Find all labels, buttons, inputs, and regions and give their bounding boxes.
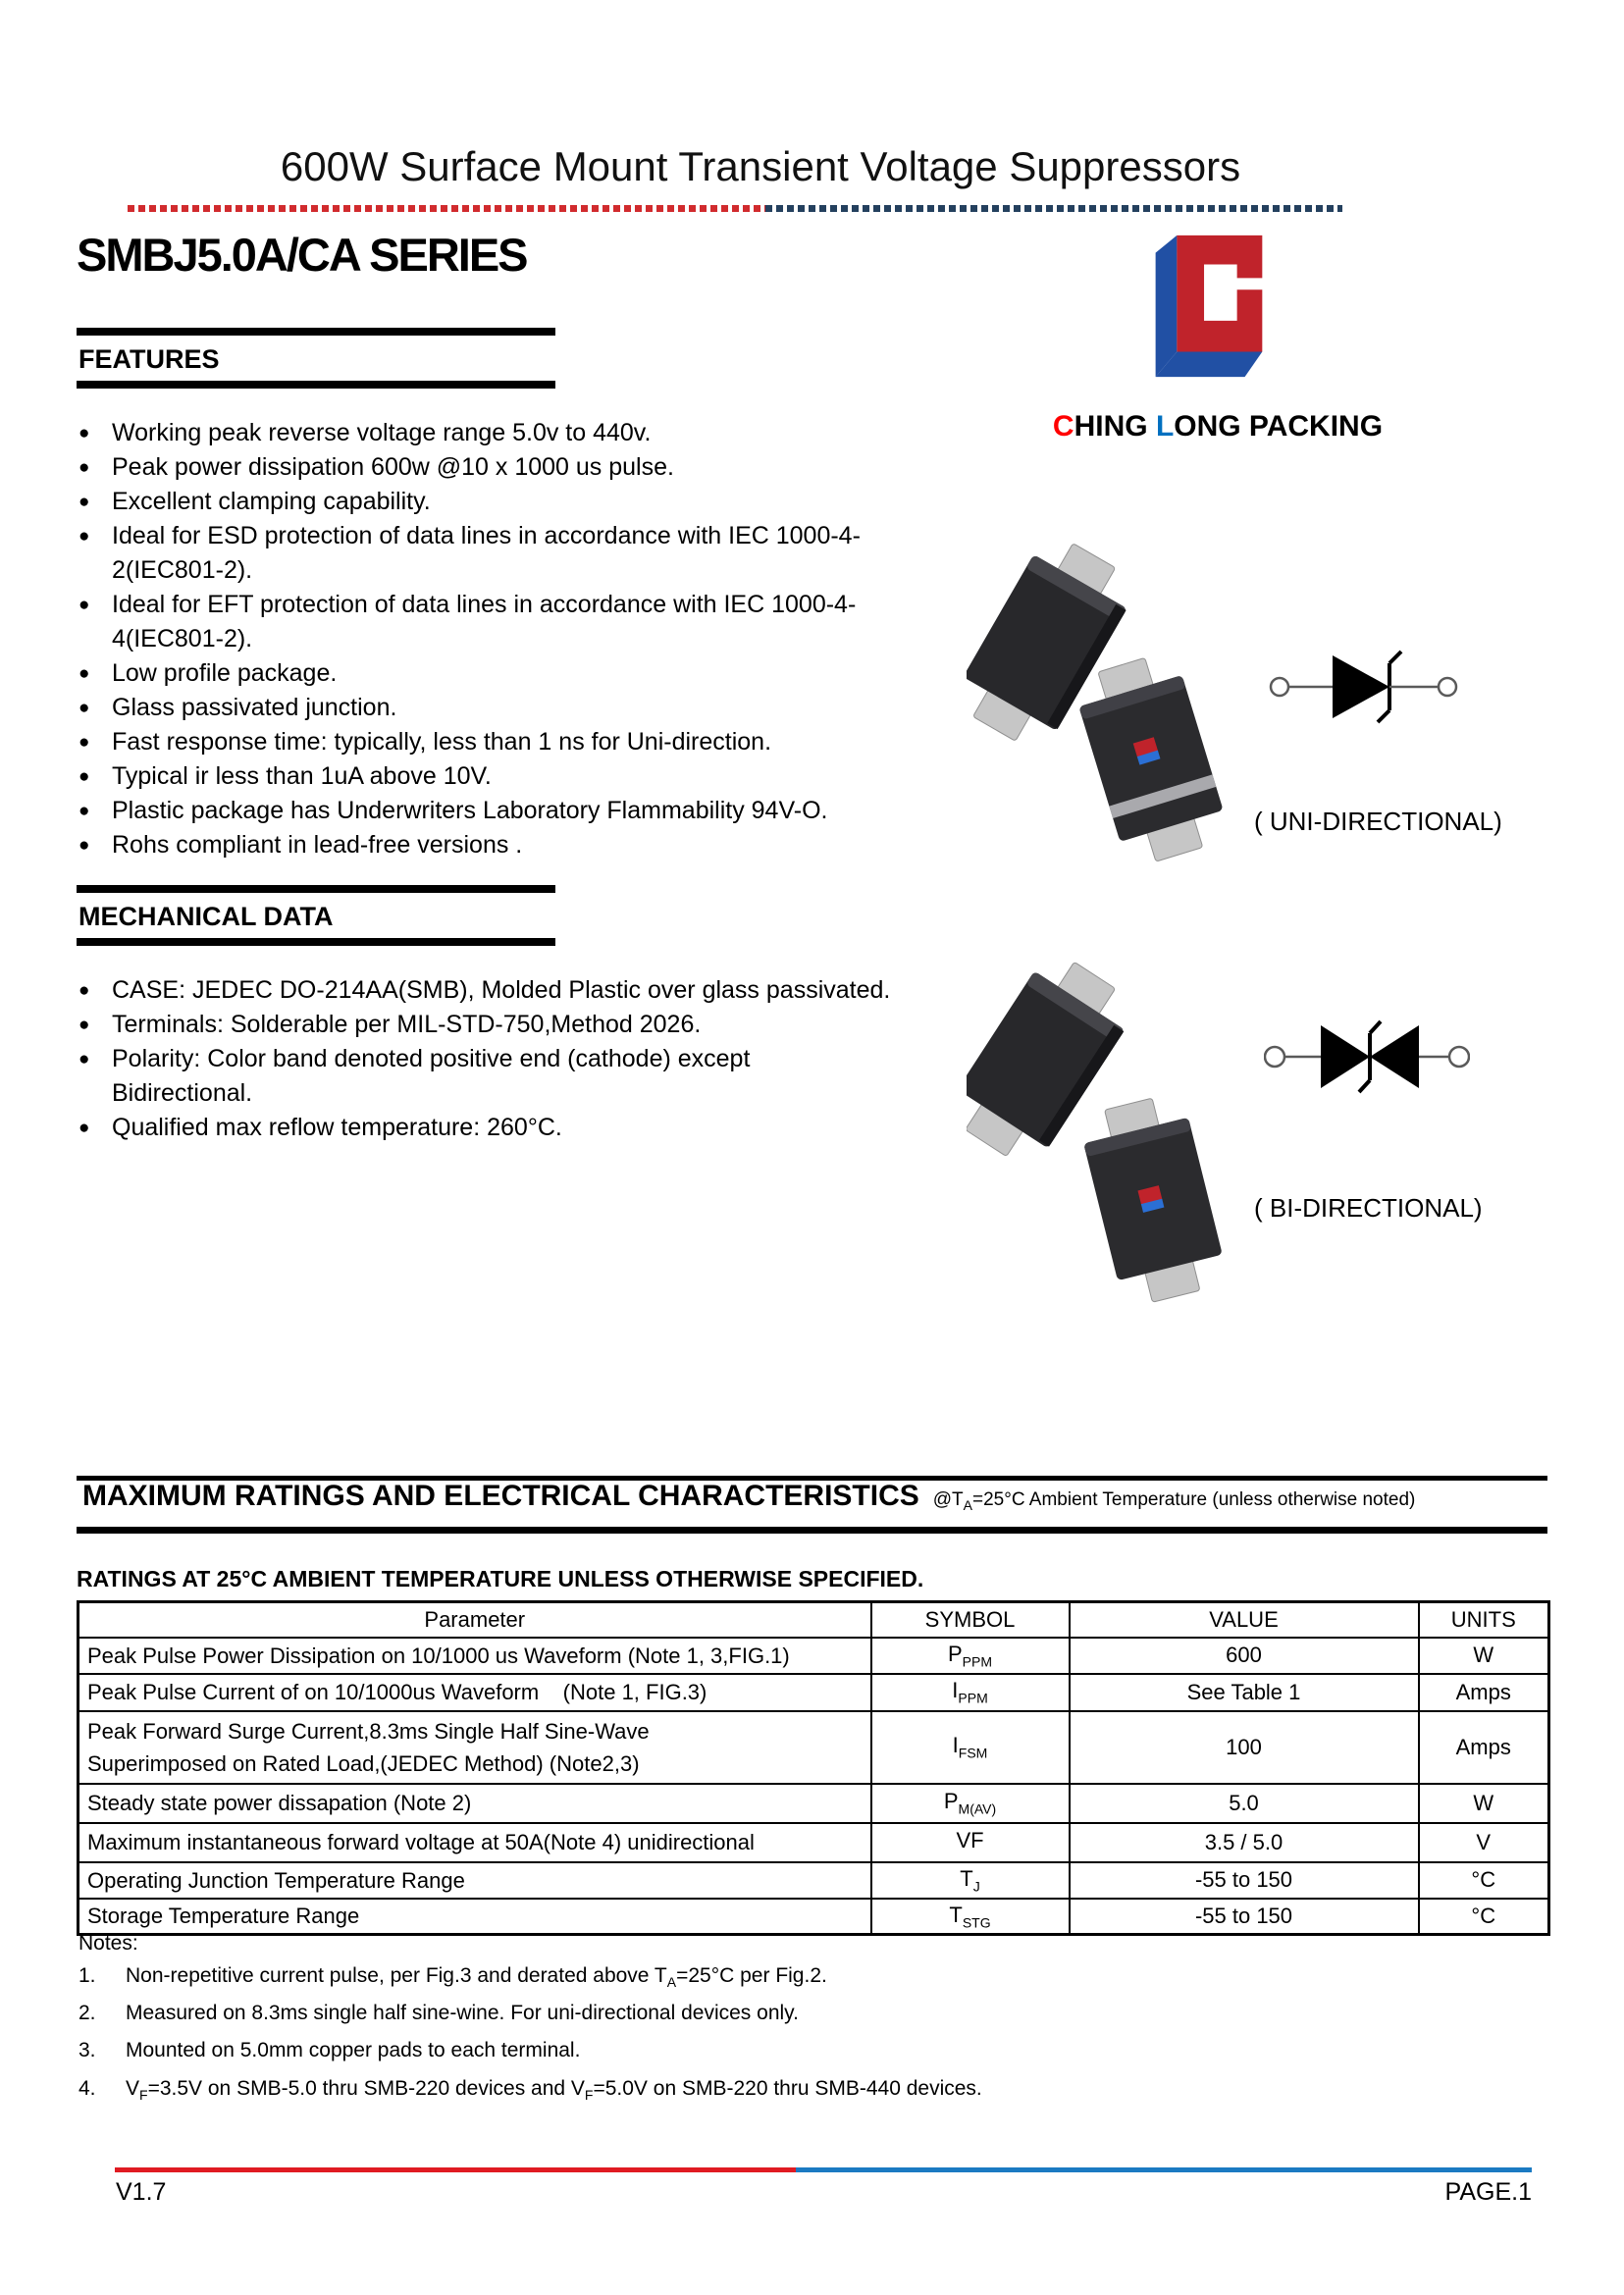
note-text: Measured on 8.3ms single half sine-wine. For uni-directional devices only. [126,2002,799,2025]
list-item [79,828,962,862]
parameter-cell: Operating Junction Temperature Range [87,1867,465,1893]
table-header-row [79,1602,1549,1638]
uni-directional-label: ( UNI-DIRECTIONAL) [1254,807,1502,836]
list-item [79,588,962,656]
mechanical-heading: MECHANICAL DATA [79,902,334,931]
list-item [79,1111,962,1145]
section-rule [77,381,555,389]
bullet-icon: ● [79,457,90,478]
note-text: =25°C per Fig.2. [676,1964,827,1987]
bullet-icon: ● [79,1118,90,1138]
list-item [79,1008,962,1042]
footer-page-number: PAGE.1 [1444,2178,1532,2206]
ratings-table [77,1600,1550,1936]
symbol-sub: FSM [958,1745,988,1761]
parameter-cell: Peak Forward Surge Current,8.3ms Single Half Sine-Wave [87,1718,650,1744]
units-cell: °C [1419,1899,1549,1935]
parameter-cell: Storage Temperature Range [87,1904,360,1929]
symbol-sub: PPM [962,1653,993,1670]
parameter-cell: Peak Pulse Current of on 10/1000us Waveform (Note 1, FIG.3) [87,1680,707,1704]
table-row [79,1823,1549,1862]
parameter-cell: Steady state power dissapation (Note 2) [87,1791,472,1815]
table-row [79,1674,1549,1711]
unidirectional-tvs-diode-symbol-icon [1268,630,1459,744]
value-cell: 3.5 / 5.0 [1070,1823,1419,1862]
brand-text: HING [1074,410,1156,443]
feature-text: Ideal for EFT protection of data lines in accordance with IEC 1000-4- [112,591,857,618]
bullet-icon: ● [79,698,90,718]
feature-text-wrap: 4(IEC801-2). [112,625,253,652]
col-header-units: UNITS [1419,1602,1549,1638]
symbol-sub: PPM [958,1690,988,1706]
bi-directional-label: ( BI-DIRECTIONAL) [1254,1193,1483,1223]
list-item [79,656,962,691]
table-row [79,1638,1549,1674]
ratings-heading: MAXIMUM RATINGS AND ELECTRICAL CHARACTERISTICS [82,1480,919,1512]
feature-text: Low profile package. [112,659,338,687]
section-rule [77,328,555,336]
bullet-icon: ● [79,526,90,547]
footer-version: V1.7 [116,2178,167,2206]
brand-letter-l: L [1155,410,1175,443]
mechanical-list [79,973,962,1145]
mechanical-text: Terminals: Solderable per MIL-STD-750,Method 2026. [112,1011,702,1038]
features-heading: FEATURES [79,344,220,374]
note-number: 1. [79,1964,96,1987]
bullet-icon: ● [79,595,90,615]
feature-text: Glass passivated junction. [112,694,397,721]
feature-text: Fast response time: typically, less than 1 ns for Uni-direction. [112,728,772,756]
note-item [79,2073,982,2111]
series-title: SMBJ5.0A/CA SERIES [77,229,527,281]
feature-text: Peak power dissipation 600w @10 x 1000 us pulse. [112,453,674,481]
mechanical-text: CASE: JEDEC DO-214AA(SMB), Molded Plastic over glass passivated. [112,976,891,1004]
symbol-cell [871,1784,1070,1823]
symbol-base: P [947,1641,963,1666]
note-number: 2. [79,2002,96,2025]
feature-text: Ideal for ESD protection of data lines in accordance with IEC 1000-4- [112,522,861,549]
footer-rule-red [115,2167,796,2172]
feature-text: Plastic package has Underwriters Laboratory Flammability 94V-O. [112,797,828,824]
parameter-cell: Superimposed on Rated Load,(JEDEC Method) (Note2,3) [87,1750,640,1776]
features-list [79,416,962,862]
symbol-sub: M(AV) [958,1800,997,1817]
symbol-cell [871,1711,1070,1784]
bullet-icon: ● [79,835,90,856]
col-header-value: VALUE [1070,1602,1419,1638]
symbol-base: T [949,1902,963,1927]
bullet-icon: ● [79,663,90,684]
note-text: V [126,2076,140,2100]
smb-package-photo [967,934,1241,1322]
bullet-icon: ● [79,766,90,787]
bidirectional-tvs-diode-symbol-icon [1264,997,1470,1117]
bullet-icon: ● [79,732,90,753]
note-number: 4. [79,2076,96,2100]
list-item [79,519,962,588]
feature-text: Excellent clamping capability. [112,488,431,515]
symbol-cell [871,1823,1070,1862]
brand-letter-c: C [1052,410,1074,443]
parameter-cell: Peak Pulse Power Dissipation on 10/1000 us Waveform (Note 1, 3,FIG.1) [87,1643,790,1668]
section-rule [77,1527,1547,1534]
symbol-sub: STG [962,1913,991,1930]
units-cell: W [1419,1638,1549,1674]
table-row [79,1784,1549,1823]
list-item [79,691,962,725]
bullet-icon: ● [79,1049,90,1069]
condition-sub: A [963,1496,973,1513]
mechanical-text-wrap: Bidirectional. [112,1079,253,1107]
feature-text: Typical ir less than 1uA above 10V. [112,762,492,790]
ratings-condition [932,1489,1416,1513]
symbol-base: P [943,1789,959,1814]
notes-section [79,1929,982,2111]
bullet-icon: ● [79,801,90,821]
bullet-icon: ● [79,423,90,443]
value-cell: 100 [1070,1711,1419,1784]
note-text: =5.0V on SMB-220 thru SMB-440 devices. [593,2076,982,2100]
section-rule [77,938,555,946]
units-cell: W [1419,1784,1549,1823]
mechanical-text: Polarity: Color band denoted positive end (cathode) except [112,1045,751,1072]
notes-label: Notes: [79,1932,138,1955]
ching-long-logo-icon [1143,224,1271,389]
mechanical-text: Qualified max reflow temperature: 260°C. [112,1114,562,1141]
symbol-base: VF [956,1828,984,1853]
bullet-icon: ● [79,492,90,512]
list-item [79,450,962,485]
col-header-symbol: SYMBOL [871,1602,1070,1638]
note-sub: F [139,2086,148,2103]
value-cell: 5.0 [1070,1784,1419,1823]
note-sub: A [666,1974,677,1991]
note-number: 3. [79,2039,96,2062]
title-underline-red-dots [128,205,765,212]
brand-name [1040,410,1395,443]
document-title: 600W Surface Mount Transient Voltage Suppressors [280,143,1241,189]
smb-package-photo [967,505,1241,883]
footer-rule-blue [796,2167,1532,2172]
condition-text: =25°C Ambient Temperature (unless otherwise noted) [972,1489,1416,1510]
symbol-base: I [952,1678,959,1703]
note-text: Mounted on 5.0mm copper pads to each terminal. [126,2039,581,2062]
col-header-parameter: Parameter [79,1602,871,1638]
mechanical-section-header [77,885,555,946]
note-item [79,2035,982,2072]
title-underline-navy-dots [765,205,1342,212]
ratings-section-header [82,1480,1545,1513]
bullet-icon: ● [79,1015,90,1035]
condition-text: @T [932,1489,964,1510]
section-rule [77,885,555,893]
list-item [79,725,962,759]
note-sub: F [584,2086,594,2103]
list-item [79,759,962,794]
features-section-header [77,328,555,389]
note-item [79,1998,982,2035]
value-cell: 600 [1070,1638,1419,1674]
list-item [79,794,962,828]
list-item [79,1042,962,1111]
symbol-base: I [952,1733,959,1758]
value-cell: -55 to 150 [1070,1899,1419,1935]
symbol-base: T [960,1865,973,1891]
value-cell: -55 to 150 [1070,1862,1419,1899]
symbol-cell [871,1674,1070,1711]
parameter-cell: Maximum instantaneous forward voltage at 50A(Note 4) unidirectional [87,1830,755,1854]
feature-text: Working peak reverse voltage range 5.0v to 440v. [112,419,652,446]
units-cell: °C [1419,1862,1549,1899]
value-cell: See Table 1 [1070,1674,1419,1711]
units-cell: V [1419,1823,1549,1862]
symbol-cell [871,1638,1070,1674]
note-item [79,1960,982,1998]
ratings-subheading: RATINGS AT 25°C AMBIENT TEMPERATURE UNLESS OTHERWISE SPECIFIED. [77,1566,924,1591]
brand-text: ONG PACKING [1174,410,1384,443]
feature-text: Rohs compliant in lead-free versions . [112,831,523,859]
table-row [79,1711,1549,1784]
note-text: Non-repetitive current pulse, per Fig.3 and derated above T [126,1964,667,1987]
units-cell: Amps [1419,1711,1549,1784]
feature-text-wrap: 2(IEC801-2). [112,556,253,584]
table-row [79,1862,1549,1899]
symbol-cell [871,1862,1070,1899]
list-item [79,485,962,519]
bullet-icon: ● [79,980,90,1001]
list-item [79,973,962,1008]
units-cell: Amps [1419,1674,1549,1711]
list-item [79,416,962,450]
symbol-sub: J [972,1878,980,1895]
note-text: =3.5V on SMB-5.0 thru SMB-220 devices and V [147,2076,585,2100]
